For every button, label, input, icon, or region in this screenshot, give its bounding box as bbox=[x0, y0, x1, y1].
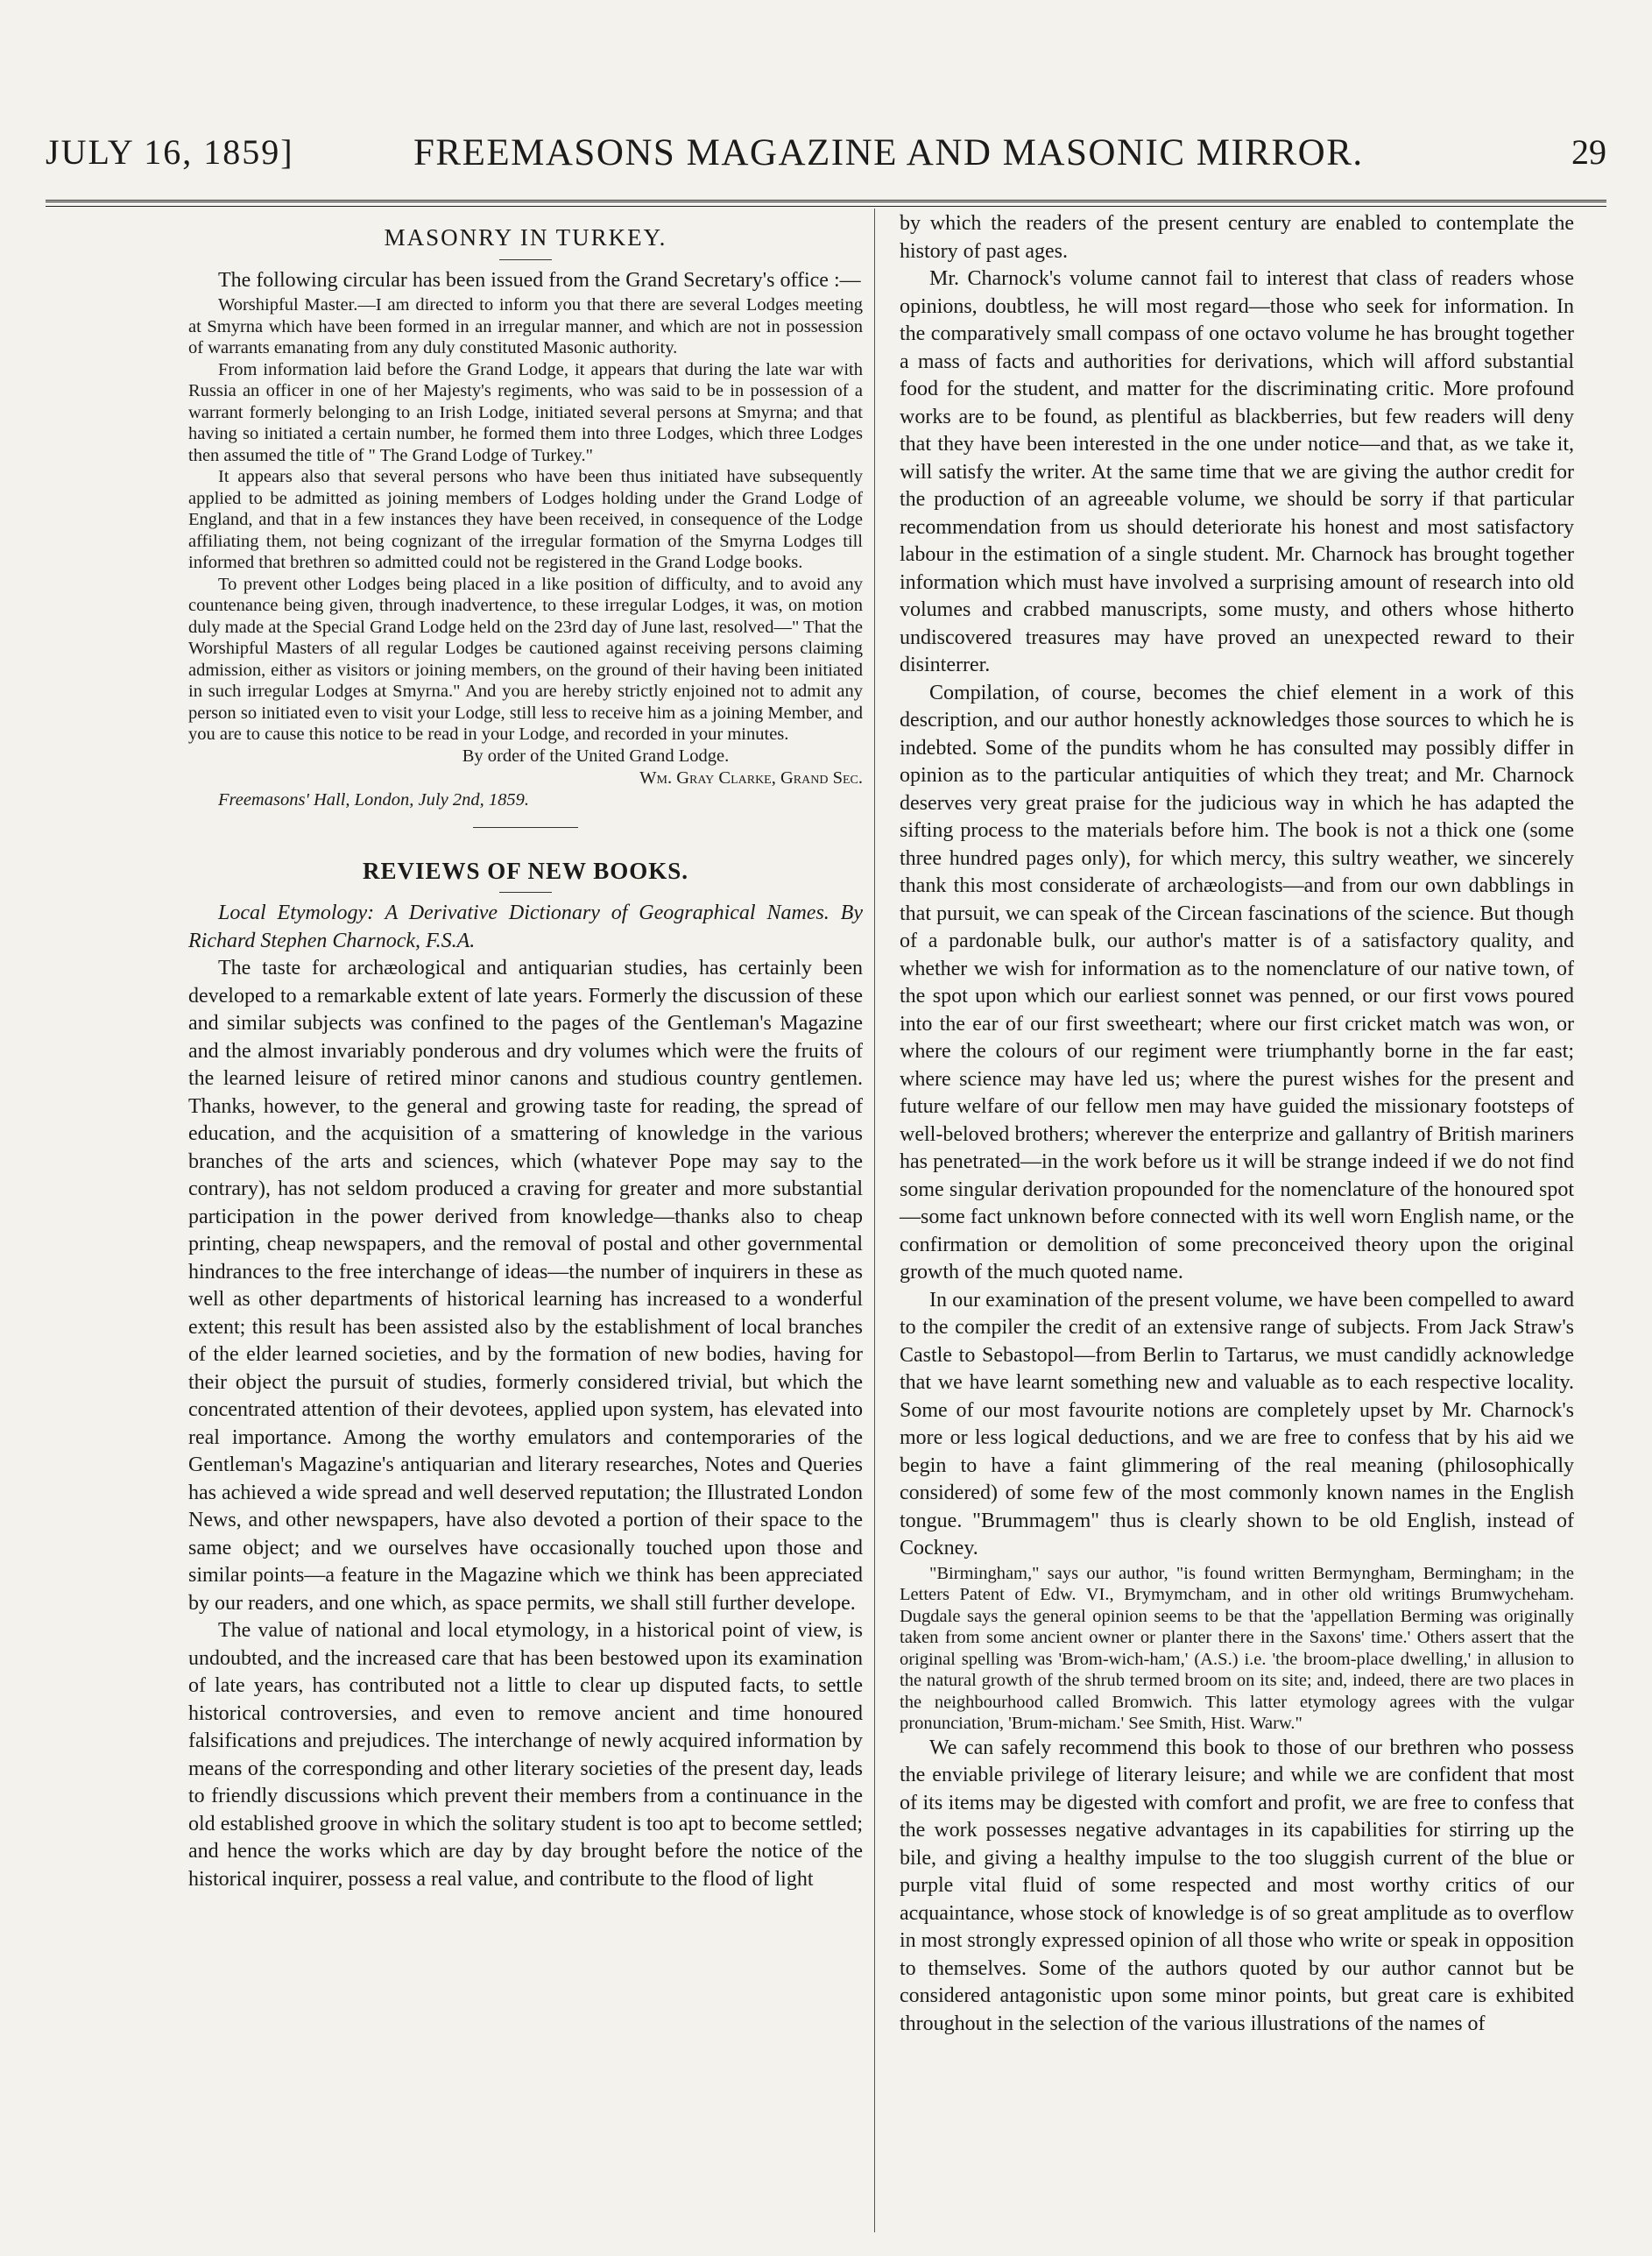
right-column bbox=[900, 210, 1574, 2038]
issue-date: JULY 16, 1859] bbox=[46, 132, 294, 172]
masonry-para-1: Worshipful Master.—I am directed to inform you that there are several Lodges meeting at Smyrna which have been formed in an irregular manner, and which are not in possession of warrants emanating from any duly constituted Masonic authority. bbox=[188, 295, 863, 357]
title-rule bbox=[499, 259, 552, 260]
reviews-title-rule bbox=[499, 892, 552, 893]
reviews-title: REVIEWS OF NEW BOOKS. bbox=[362, 857, 689, 884]
left-column bbox=[188, 210, 863, 1893]
book-title: Local Etymology: A Derivative Dictionary of Geographical Names. By Richard Stephen Charnock, F.S.A. bbox=[188, 902, 863, 952]
masonry-title: MASONRY IN TURKEY. bbox=[384, 224, 667, 251]
publication-title: FREEMASONS MAGAZINE AND MASONIC MIRROR. bbox=[413, 132, 1364, 173]
review-para-6: In our examination of the present volume, we have been compelled to award to the compiler the credit of an extensive range of subjects. From Jack Straw's Castle to Sebastopol—from Berlin to Tartarus, we must candidly acknowledge that we have learnt something new and valuable as to each respective locality. Some of our most favourite notions are completely upset by Mr. Charnock's more or less logical deductions, and we are free to confess that by his aid we begin to have a faint glimmering of the real meaning (philosophically considered) of some few of the most commonly known names in the English tongue. "Brummagem" thus is clearly shown to be old English, instead of Cockney. bbox=[900, 1288, 1574, 1559]
page-header bbox=[46, 131, 1606, 202]
review-para-3: by which the readers of the present century are enabled to contemplate the history of past ages. bbox=[900, 212, 1574, 263]
masonry-para-3: It appears also that several persons who have been thus initiated have subsequently applied to be admitted as joining members of Lodges holding under the Grand Lodge of England, and that in a few instances they have been received, in consequence of the Lodge affiliating them, not being cognizant of the irregular formation of the Smyrna Lodges till informed that brethren so admitted could not be registered in the Grand Lodge books. bbox=[188, 467, 863, 572]
review-para-1: The taste for archæological and antiquarian studies, has certainly been developed to a remarkable extent of late years. Formerly the discussion of these and similar subjects was confined to the pages of the Gentleman's Magazine and the almost invariably ponderous and dry volumes which were the fruits of the learned leisure of retired minor canons and studious country gentlemen. Thanks, however, to the general and growing taste for reading, the spread of education, and the acquisition of a smattering of knowledge in the various branches of the arts and sciences, which (whatever Pope may say to the contrary), has not seldom produced a craving for greater and more substantial participation in the power derived from knowledge—thanks also to cheap printing, cheap newspapers, and the removal of postal and other governmental hindrances to the free interchange of ideas—the number of inquirers in these as well as other departments of historical learning has increased to a wonderful extent; this result has been assisted also by the establishment of local branches of the elder learned societies, and by the formation of new bodies, having for their object the pursuit of studies, formerly considered trivial, but which the concentrated attention of their devotees, applied upon system, has elevated into real importance. Among the worthy emulators and contemporaries of the Gentleman's Magazine's antiquarian and literary researches, Notes and Queries has achieved a wide spread and well deserved reputation; the Illustrated London News, and other newspapers, have also devoted a portion of their space to the same object; and we ourselves have occasionally touched upon those and similar points—a feature in the Magazine which we think has been appreciated by our readers, and one which, as space permits, we shall still further develope. bbox=[188, 957, 863, 1615]
sign-order: By order of the United Grand Lodge. bbox=[462, 746, 730, 766]
review-para-7: We can safely recommend this book to those of our brethren who possess the enviable privilege of literary leisure; and while we are confident that most of its items may be digested with comfort and profit, we are free to confess that the work possesses negative advantages in its capabilities for stirring up the bile, and giving a healthy impulse to the too sluggish current of the blue or purple vital fluid of some respected and most worthy critics of our acquaintance, whose stock of knowledge is of so great amplitude as to overflow in most strongly expressed opinion of all those who write or speak in opposition to themselves. Some of the authors quoted by our author cannot but be considered antagonistic upon some minor points, but great care is exhibited throughout in the selection of the various illustrations of the names of bbox=[900, 1736, 1574, 2035]
masonry-para-2: From information laid before the Grand Lodge, it appears that during the late war with Russia an officer in one of her Majesty's regiments, who was said to be in possession of a warrant formerly belonging to an Irish Lodge, initiated several persons at Smyrna; and that having so initiated a certain number, he formed them into three Lodges, which three Lodges then assumed the title of " The Grand Lodge of Turkey." bbox=[188, 359, 863, 465]
signature-block bbox=[188, 746, 863, 811]
sign-place: Freemasons' Hall, London, July 2nd, 1859. bbox=[218, 789, 529, 810]
header-rule bbox=[46, 200, 1606, 207]
section-rule bbox=[473, 827, 578, 828]
review-para-5: Compilation, of course, becomes the chief element in a work of this description, and our author honestly acknowledges those sources to which he is indebted. Some of the pundits whom he has consulted may possibly differ in opinion as to the particular antiquities of which they treat; and Mr. Charnock deserves very great praise for the judicious way in which he has adapted the sifting process to the materials before him. The book is not a thick one (some three hundred pages only), for which mercy, this sultry weather, we sincerely thank this most considerate of archæologists—and from our own dabblings in that pursuit, we can speak of the Circean fascinations of the science. But though of a pardonable bulk, our author's matter is of a satisfactory quality, and whether we wish for information as to the nomenclature of our native town, of the spot upon which our earliest sonnet was penned, or our first vows poured into the ear of our first sweetheart; where our first cricket match was won, or where the colours of our regiment were triumphantly borne in the far east; where science may have led us; where the purest wishes for the present and future welfare of our fellow men may have guided the missionary footsteps of well-beloved brothers; wherever the enterprize and gallantry of British mariners has penetrated—in the work before us it will be strange indeed if we do not find some singular derivation propounded for the nomenclature of the honoured spot—some fact unknown before connected with its well worn English name, or the confirmation or demolition of some preconceived theory upon the original growth of the much quoted name. bbox=[900, 681, 1574, 1284]
review-para-4: Mr. Charnock's volume cannot fail to interest that class of readers whose opinions, doubtless, he will most regard—those who seek for information. In the comparatively small compass of one octavo volume he has brought together a mass of facts and authorities for derivations, which will afford substantial food for the student, and matter for the discriminating critic. More profound works are to be found, as plentiful as blackberries, but few readers will deny that they have been interested in the one under notice—and that, as we take it, will satisfy the writer. At the same time that we are giving the author credit for the production of an agreeable volume, we should be sorry if that particular recommendation from us should deteriorate his honest and most satisfactory labour in the estimation of a single student. Mr. Charnock has brought together information which must have involved a surprising amount of research into old volumes and crabbed manuscripts, some musty, and others whose hitherto undiscovered treasures may have proved an unexpected reward to their disinterrer. bbox=[900, 267, 1574, 676]
sign-name: Wm. Gray Clarke, Grand Sec. bbox=[639, 767, 863, 788]
review-quote: "Birmingham," says our author, "is found written Bermyngham, Bermingham; in the Letters Patent of Edw. VI., Brymymcham, and in other old writings Brumwycheham. Dugdale says the general opinion seems to be that the 'appellation Berming was originally taken from some ancient owner or planter there in the Saxons' time.' Others assert that the original spelling was 'Brom-wich-ham,' (A.S.) i.e. 'the broom-place dwelling,' in allusion to the natural growth of the shrub termed broom on its site; and, indeed, there are two places in the neighbourhood called Bromwich. This latter etymology agrees with the vulgar pronunciation, 'Brum-micham.' See Smith, Hist. Warw." bbox=[900, 1563, 1574, 1733]
review-para-2: The value of national and local etymology, in a historical point of view, is undoubted, and the increased care that has been bestowed upon its examination of late years, has contributed not a little to clear up disputed facts, to settle historical controversies, and even to remove ancient and time honoured falsifications and prejudices. The interchange of newly acquired information by means of the corresponding and other literary societies of the present day, leads to friendly discussions which prevent their members from a continuance in the old established groove in which the solitary student is too apt to become settled; and hence the works which are day by day brought before the notice of the historical inquirer, possess a real value, and contribute to the flood of light bbox=[188, 1619, 863, 1891]
column-divider bbox=[874, 209, 875, 2232]
masonry-intro: The following circular has been issued from the Grand Secretary's office :— bbox=[218, 268, 861, 292]
page-number: 29 bbox=[1571, 132, 1606, 172]
masonry-para-4: To prevent other Lodges being placed in a like position of difficulty, and to avoid any countenance being given, through inadvertence, to these irregular Lodges, it was, on motion duly made at the Special Grand Lodge held on the 23rd day of June last, resolved—" That the Worshipful Masters of all regular Lodges be cautioned against receiving persons claiming admission, either as visitors or joining members, on the ground of their having been initiated in such irregular Lodges at Smyrna." And you are hereby strictly enjoined not to admit any person so initiated even to visit your Lodge, still less to receive him as a joining Member, and you are to cause this notice to be read in your Lodge, and recorded in your minutes. bbox=[188, 574, 863, 744]
